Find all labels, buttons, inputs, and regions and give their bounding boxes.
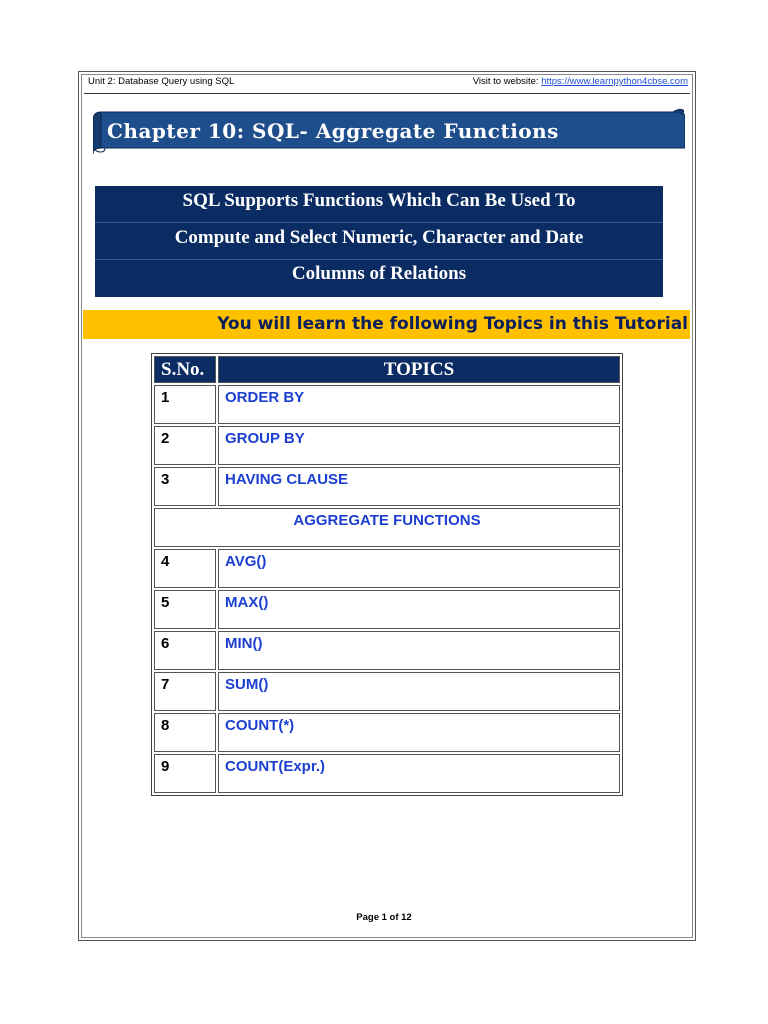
page-header [88,76,688,92]
table-row [154,426,620,465]
table-row [154,631,620,670]
topic-name: HAVING CLAUSE [218,467,620,506]
chapter-banner [93,108,685,154]
row-number: 8 [154,713,216,752]
table-row [154,549,620,588]
intro-line-1: SQL Supports Functions Which Can Be Used To [95,186,663,223]
topic-name: SUM() [218,672,620,711]
topic-name: AVG() [218,549,620,588]
row-number: 3 [154,467,216,506]
website-link[interactable]: https://www.learnpython4cbse.com [541,76,688,87]
header-divider [84,93,690,94]
row-number: 1 [154,385,216,424]
table-row [154,754,620,793]
table-row [154,672,620,711]
table-row [154,385,620,424]
table-row [154,713,620,752]
row-number: 6 [154,631,216,670]
topics-table [151,353,623,796]
topic-name: COUNT(Expr.) [218,754,620,793]
row-number: 4 [154,549,216,588]
intro-box [95,186,663,297]
row-number: 2 [154,426,216,465]
topic-name: GROUP BY [218,426,620,465]
section-row [154,508,620,547]
learn-topics-text: You will learn the following Topics in this Tutorial [217,314,688,334]
topic-name: ORDER BY [218,385,620,424]
row-number: 9 [154,754,216,793]
topic-name: MIN() [218,631,620,670]
page-number: Page 1 of 12 [356,912,412,923]
visit-label: Visit to website: [472,76,542,87]
chapter-title: Chapter 10: SQL- Aggregate Functions [107,119,559,143]
topic-name: MAX() [218,590,620,629]
section-title: AGGREGATE FUNCTIONS [154,508,620,547]
topics-header: TOPICS [218,356,620,383]
unit-title: Unit 2: Database Query using SQL [88,76,235,87]
topic-name: COUNT(*) [218,713,620,752]
learn-topics-strip [83,310,690,339]
intro-line-3: Columns of Relations [291,263,467,284]
intro-line-2: Compute and Select Numeric, Character and Date [95,223,663,260]
table-header-row [154,356,620,383]
table-row [154,590,620,629]
table-row [154,467,620,506]
row-number: 5 [154,590,216,629]
sno-header: S.No. [154,356,216,383]
website-info [473,76,688,87]
row-number: 7 [154,672,216,711]
